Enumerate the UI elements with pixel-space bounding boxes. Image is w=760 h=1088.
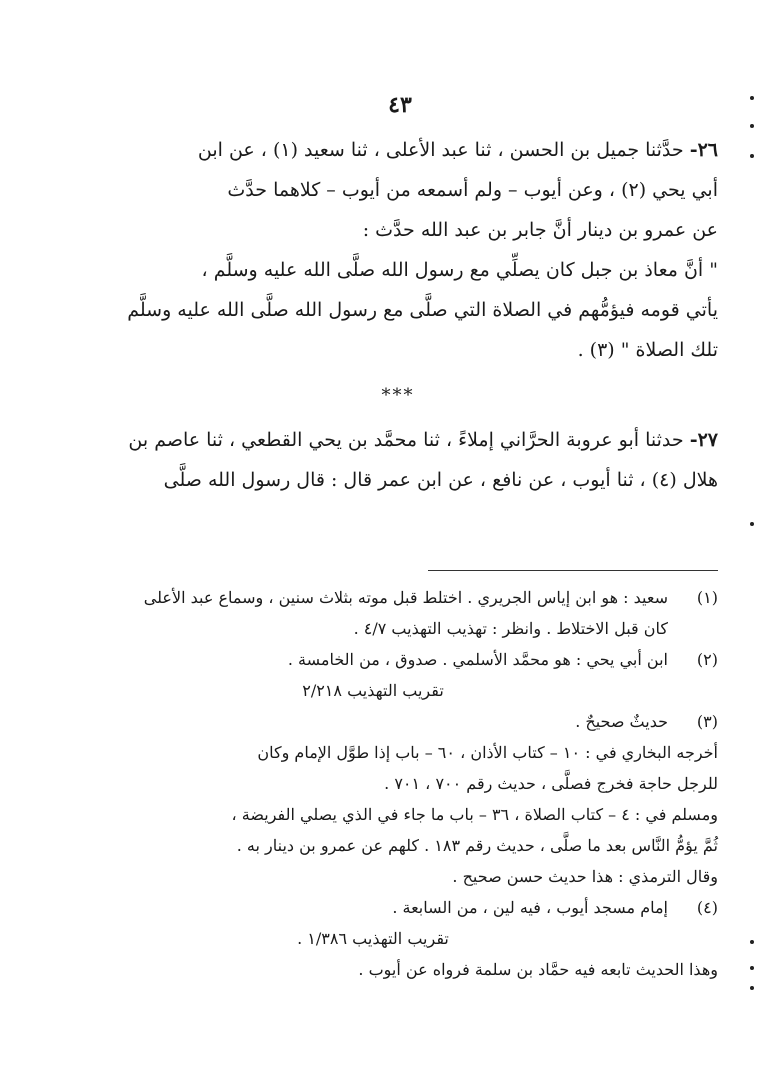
margin-mark — [750, 154, 754, 158]
footnote-line: للرجل حاجة فخرج فصلَّى ، حديث رقم ٧٠٠ ، ٧٠١ . — [384, 774, 718, 793]
hadith-26-line-2: أبي يحي (٢) ، وعن أيوب – ولم أسمعه من أيوب – كلاهما حدَّث — [227, 179, 718, 201]
margin-mark — [750, 522, 754, 526]
footnote-1 — [78, 582, 718, 644]
hadith-26-line-5: يأتي قومه فيؤمُّهم في الصلاة التي صلَّى مع رسول الله صلَّى الله عليه وسلَّم — [127, 299, 718, 321]
hadith-27 — [78, 420, 718, 500]
footnote-number: (٢) — [696, 650, 718, 669]
footnote-line: وقال الترمذي : هذا حديث حسن صحيح . — [452, 867, 718, 886]
hadith-27-number: ٢٧- — [689, 429, 718, 451]
main-text — [78, 130, 718, 500]
hadith-27-line-2: هلال (٤) ، ثنا أيوب ، عن نافع ، عن ابن عمر قال : قال رسول الله صلَّى — [163, 469, 718, 491]
footnote-reference: تقريب التهذيب ٢/٢١٨ — [302, 681, 444, 700]
footnote-line: سعيد : هو ابن إياس الجريري . اختلط قبل موته بثلاث سنين ، وسماع عبد الأعلى — [143, 588, 668, 607]
margin-mark — [750, 986, 754, 990]
footnote-3 — [78, 706, 718, 737]
footnotes — [78, 582, 718, 985]
margin-mark — [750, 940, 754, 944]
margin-mark — [750, 124, 754, 128]
footnote-line: أخرجه البخاري في : ١٠ – كتاب الأذان ، ٦٠ – باب إذا طوَّل الإمام وكان — [257, 743, 718, 762]
hadith-27-line-1: ٢٧- حدثنا أبو عروبة الحرَّاني إملاءً ، ثنا محمَّد بن يحي القطعي ، ثنا عاصم بن — [128, 429, 718, 451]
footnote-body — [78, 892, 668, 954]
hadith-26 — [78, 130, 718, 370]
footnote-number: (١) — [696, 588, 718, 607]
footnote-line: ثُمَّ يؤمُّ النَّاس بعد ما صلَّى ، حديث رقم ١٨٣ . كلهم عن عمرو بن دينار به . — [236, 836, 718, 855]
footnote-body — [78, 706, 668, 737]
footnote-line: ومسلم في : ٤ – كتاب الصلاة ، ٣٦ – باب ما جاء في الذي يصلي الفريضة ، — [231, 805, 718, 824]
footnote-divider — [428, 570, 718, 571]
footnote-line: ابن أبي يحي : هو محمَّد الأسلمي . صدوق ، من الخامسة . — [287, 650, 668, 669]
hadith-26-line-3: عن عمرو بن دينار أنَّ جابر بن عبد الله حدَّث : — [362, 219, 718, 241]
footnote-line: إمام مسجد أيوب ، فيه لين ، من السابعة . — [392, 898, 668, 917]
footnote-4 — [78, 892, 718, 954]
footnote-line: وهذا الحديث تابعه فيه حمَّاد بن سلمة فرواه عن أيوب . — [358, 960, 718, 979]
footnote-number: (٤) — [696, 898, 718, 917]
footnote-2 — [78, 644, 718, 706]
footnote-body — [78, 582, 668, 644]
margin-mark — [750, 96, 754, 100]
hadith-26-line-1: ٢٦- حدَّثنا جميل بن الحسن ، ثنا عبد الأعلى ، ثنا سعيد (١) ، عن ابن — [197, 139, 718, 161]
footnote-line: كان قبل الاختلاط . وانظر : تهذيب التهذيب ٤/٧ . — [353, 619, 668, 638]
section-separator: *** — [381, 385, 415, 406]
hadith-26-number: ٢٦- — [689, 139, 718, 161]
footnote-number: (٣) — [696, 712, 718, 731]
hadith-26-line-4: " أنَّ معاذ بن جبل كان يصلِّي مع رسول الله صلَّى الله عليه وسلَّم ، — [201, 259, 718, 281]
footnote-reference: تقريب التهذيب ١/٣٨٦ . — [297, 929, 449, 948]
footnote-body — [78, 644, 668, 706]
hadith-26-line-6: تلك الصلاة " (٣) . — [577, 339, 718, 361]
footnote-line: حديثٌ صحيحٌ . — [575, 712, 668, 731]
page-number: ٤٣ — [388, 92, 412, 118]
margin-mark — [750, 966, 754, 970]
footnote-4-continuation — [78, 954, 718, 985]
footnote-3-continuation — [78, 737, 718, 892]
